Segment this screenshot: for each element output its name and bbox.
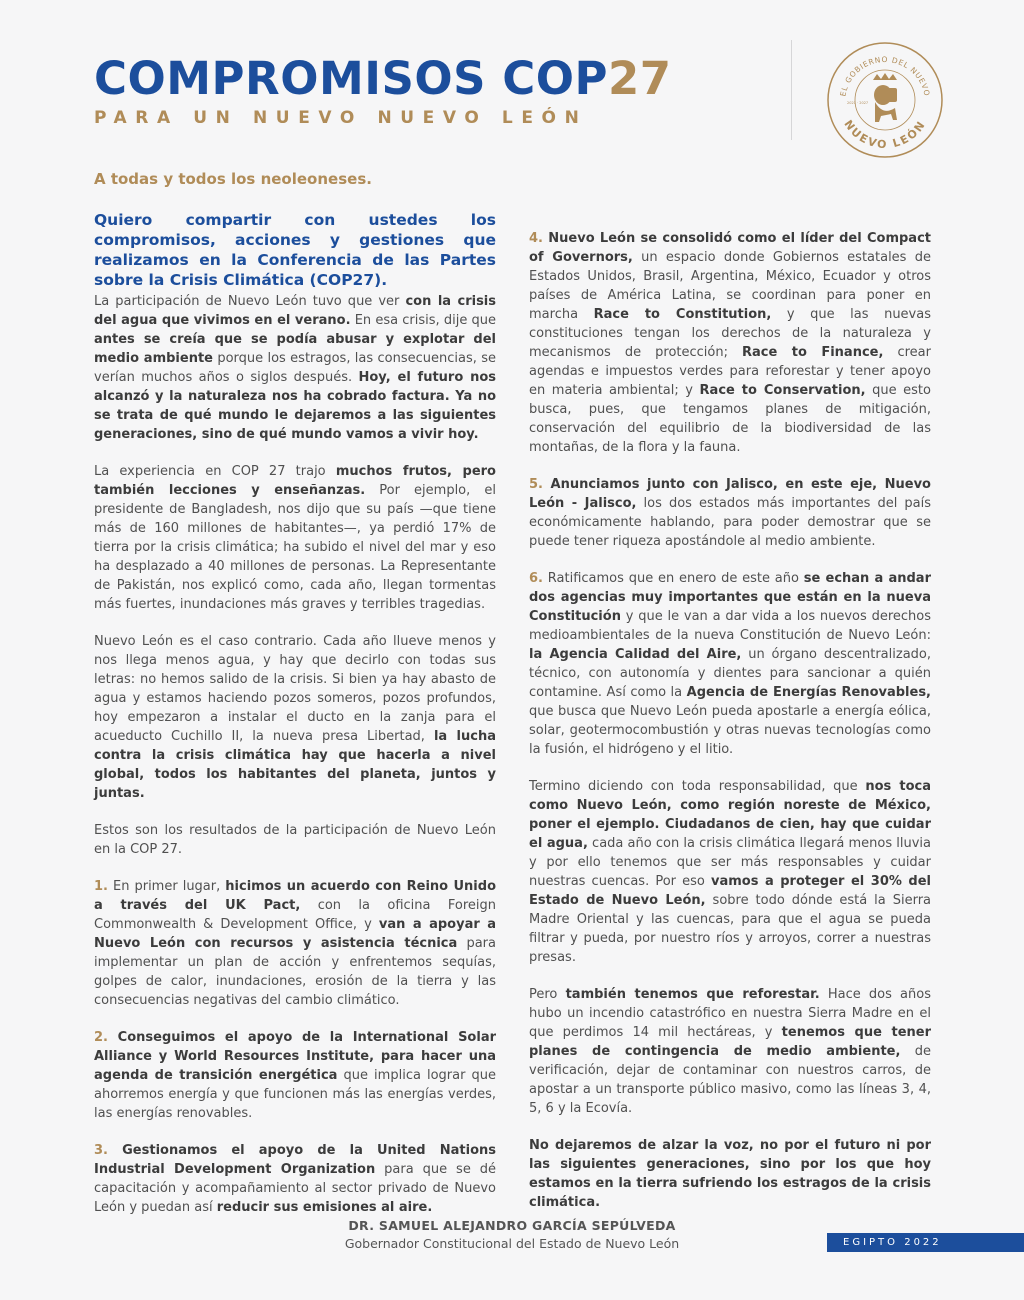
paragraph-final-statement: No dejaremos de alzar la voz, no por el futuro ni por las siguientes generaciones, sino por los que hoy estamos en la tierra sufriendo los estragos de la crisis climática. xyxy=(529,1138,931,1210)
document-title: COMPROMISOS COP27 xyxy=(94,52,672,105)
paragraph-reforestation: Pero también tenemos que reforestar. Hace dos años hubo un incendio catastrófico en nuestra Sierra Madre en el que perdimos 14 mil hectáreas, y tenemos que tener planes de contingencia de medio ambiente, de verificación, dejar de contaminar con nuestros carros, de apostar a un transporte público masivo, como las líneas 3, 4, 5, 6 y la Ecovía. xyxy=(529,987,931,1116)
paragraph-closing-water: Termino diciendo con toda responsabilidad, que nos toca como Nuevo León, como región noreste de México, poner el ejemplo. Ciudadanos de cien, hay que cuidar el agua, cada año con la crisis climática llegará menos lluvia y por ello tenemos que ser más responsables y cuidar nuestras cuencas. Por eso vamos a proteger el 30% del Estado de Nuevo León, sobre todo dónde está la Sierra Madre Oriental y las cuencas, para que el agua se pueda filtrar y pueda, por nuestro ríos y arroyos, correr a nuestras presas. xyxy=(529,779,932,965)
commitment-4: 4. Nuevo León se consolidó como el líder del Compact of Governors, un espacio donde Gobiernos estatales de Estados Unidos, Brasil, Argentina, México, Ecuador y otros países de América Latina, se coordinan para poner en marcha Race to Constitution, y que las nuevas constituciones tengan los derechos de la naturaleza y mecanismos de protección; Race to Finance, crear agendas e impuestos verdes para reforestar y tener apoyo en materia ambiental; y Race to Conservation, que esto busca, pues, que tengamos planes de mitigación, conservación del equilibrio de la biodiversidad de las montañas, de la flora y la fauna. xyxy=(529,231,931,455)
signatory-role: Gobernador Constitucional del Estado de Nuevo León xyxy=(344,1236,680,1251)
commitment-6: 6. Ratificamos que en enero de este año se echan a andar dos agencias muy importantes que están en la nueva Constitución y que le van a dar vida a los nuevos derechos medioambientales de la nueva Constitución de Nuevo León: la Agencia Calidad del Aire, un órgano descentralizado, técnico, con autonomía y dientes para sancionar a quién contamine. Así como la Agencia de Energías Renovables, que busca que Nuevo León pueda apostarle a energía eólica, solar, geotermocombustión y otras nuevas tecnologías como la fusión, el hidrógeno y el litio. xyxy=(529,571,931,757)
document-subtitle: PARA UN NUEVO NUEVO LEÓN xyxy=(94,108,588,128)
lion-crest-icon xyxy=(873,73,897,122)
paragraph-nuevo-leon-case: Nuevo León es el caso contrario. Cada año llueve menos y nos llega menos agua, y hay que decirlo con todas sus letras: no hemos salido de la crisis. Si bien ya hay abasto de agua y estamos haciendo pozos someros, pozos profundos, hoy empezaron a instalar el ducto en la zanja para el acueducto Cuchillo II, la nueva presa Libertad, la lucha contra la crisis climática hay que hacerla a nivel global, todos los habitantes del planeta, juntos y juntas. xyxy=(94,634,496,801)
signatory-name: DR. SAMUEL ALEJANDRO GARCÍA SEPÚLVEDA xyxy=(348,1218,676,1233)
government-seal-logo xyxy=(825,40,945,160)
commitment-1: 1. En primer lugar, hicimos un acuerdo con Reino Unido a través del UK Pact, con la oficina Foreign Commonwealth & Development Office, y van a apoyar a Nuevo León con recursos y asistencia técnica para implementar un plan de acción y enfrentemos sequías, golpes de calor, inundaciones, erosión de la tierra y las consecuencias negativas del cambio climático. xyxy=(94,879,497,1008)
lead-paragraph: Quiero compartir con ustedes los compromisos, acciones y gestiones que realizamos en la Conferencia de las Partes sobre la Crisis Climática (COP27). xyxy=(94,211,496,289)
paragraph-results-intro: Estos son los resultados de la participación de Nuevo León en la COP 27. xyxy=(94,823,496,857)
commitment-3: 3. Gestionamos el apoyo de la United Nations Industrial Development Organization para que se dé capacitación y acompañamiento al sector privado de Nuevo León y puedan así reducir sus emisiones al aire. xyxy=(94,1143,497,1215)
svg-text:NUEVO LEÓN xyxy=(841,118,928,152)
commitment-5: 5. Anunciamos junto con Jalisco, en este eje, Nuevo León - Jalisco, los dos estados más importantes del país económicamente hablando, para poder demostrar que se puede tener riqueza apostándole al medio ambiente. xyxy=(529,477,932,549)
right-column xyxy=(529,229,931,1230)
footer-location-tag: EGIPTO 2022 xyxy=(827,1233,1024,1252)
seal-year: 2021 · 2027 xyxy=(847,101,869,105)
seal-top-text: EL GOBIERNO DEL NUEVO xyxy=(838,54,932,98)
seal-bottom-text: NUEVO LEÓN xyxy=(841,117,929,152)
header-divider xyxy=(791,40,792,140)
left-column xyxy=(94,292,496,1235)
paragraph-cop27-experience: La experiencia en COP 27 trajo muchos frutos, pero también lecciones y enseñanzas. Por ejemplo, el presidente de Bangladesh, nos dijo que su país —que tiene más de 160 millones de habitantes—, ya perdió 17% de tierra por la crisis climática; ha subido el nivel del mar y eso ha desplazado a 40 millones de personas. La Representante de Pakistán, nos explicó como, cada año, llegan tormentas más fuertes, inundaciones más graves y terribles tragedias. xyxy=(94,464,496,612)
greeting: A todas y todos los neoleoneses. xyxy=(94,170,372,188)
paragraph-water-crisis: La participación de Nuevo León tuvo que ver con la crisis del agua que vivimos en el verano. En esa crisis, dije que antes se creía que se podía abusar y explotar del medio ambiente porque los estragos, las consecuencias, se verían muchos años o siglos después. Hoy, el futuro nos alcanzó y la naturaleza nos ha cobrado factura. Ya no se trata de qué mundo le dejaremos a las siguientes generaciones, sino de qué mundo vamos a vivir hoy. xyxy=(94,294,496,442)
commitment-2: 2. Conseguimos el apoyo de la International Solar Alliance y World Resources Institute, para hacer una agenda de transición energética que implica lograr que ahorremos energía y que funcionen más las energías verdes, las energías renovables. xyxy=(94,1030,496,1121)
